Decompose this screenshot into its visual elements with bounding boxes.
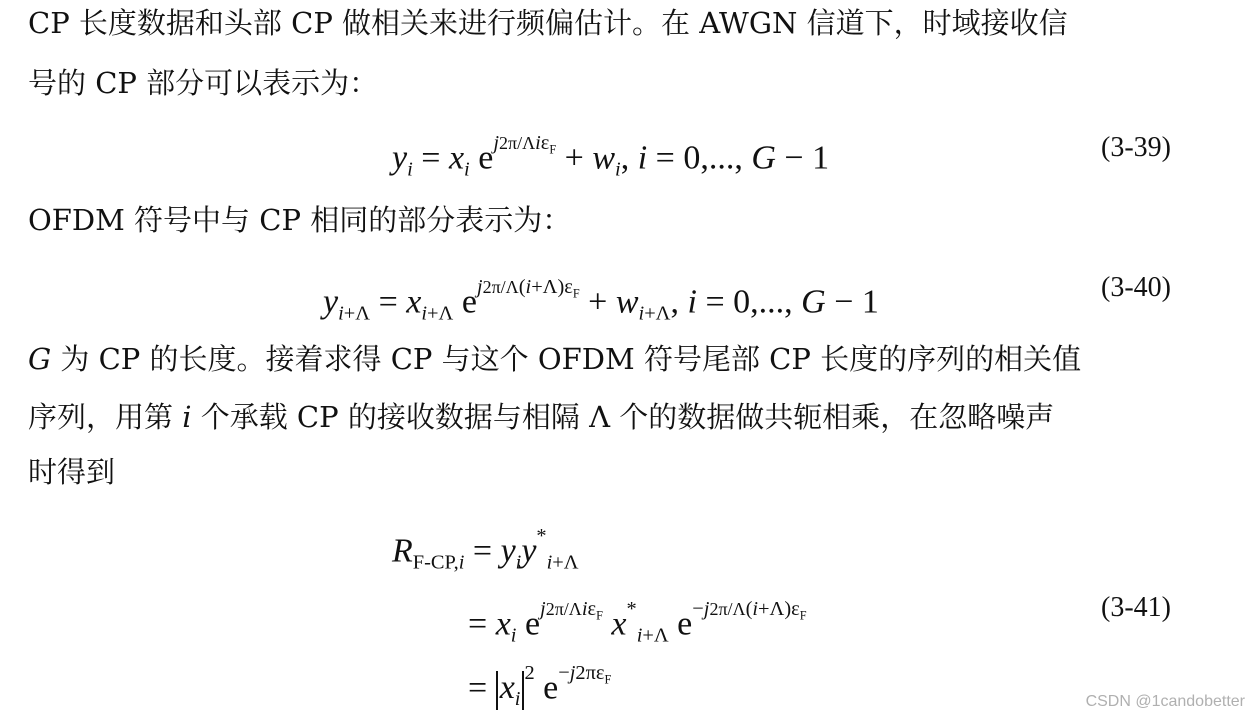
paragraph-line-5: 序列，用第 i 个承载 CP 的接收数据与相隔 Λ 个的数据做共轭相乘，在忽略噪声 (28, 400, 1055, 434)
equation-3-41-line-2: = $x_i$ $e^{j2\pi/\Lambda i\varepsilon_F}$ $x^*_{i+\Lambda}$ $e^{-j2\pi/\Lambda(i+\Lambda)\varepsilon_F}$ (468, 598, 807, 647)
equation-number-3-41: (3-41) (1101, 592, 1171, 623)
paragraph-line-4: G 为 CP 的长度。接着求得 CP 与这个 OFDM 符号尾部 CP 长度的序列的相关值 (28, 342, 1082, 376)
equation-3-39: $y_i = x_i$ $e^{j2\pi/\Lambda i\varepsilon_F} + w_i$, i = 0,..., G − 1 (392, 132, 830, 181)
paragraph-line-2: 号的 CP 部分可以表示为： (28, 66, 379, 100)
paragraph-line-6: 时得到 (28, 455, 116, 489)
equation-number-3-40: (3-40) (1101, 272, 1171, 303)
equation-3-41-line-1: $R_{F-CP,i} = y_iy^*_{i+\Lambda}$ (392, 525, 579, 574)
csdn-watermark: CSDN @1candobetter (1085, 693, 1245, 710)
equation-number-3-39: (3-39) (1101, 132, 1171, 163)
equation-3-40: $y_{i+\Lambda} = x_{i+\Lambda}$ $e^{j2\pi/\Lambda(i+\Lambda)\varepsilon_F} + w_{i+\Lambda}$, i = 0,..., G − 1 (323, 276, 879, 325)
variable-g: G (28, 342, 52, 376)
paragraph-line-3: OFDM 符号中与 CP 相同的部分表示为： (28, 203, 572, 237)
equation-3-41-line-3: = $x_i^2$ $e^{-j2\pi\varepsilon_F}$ (468, 662, 612, 711)
paragraph-line-1: CP 长度数据和头部 CP 做相关来进行频偏估计。在 AWGN 信道下，时域接收信 (28, 6, 1068, 40)
